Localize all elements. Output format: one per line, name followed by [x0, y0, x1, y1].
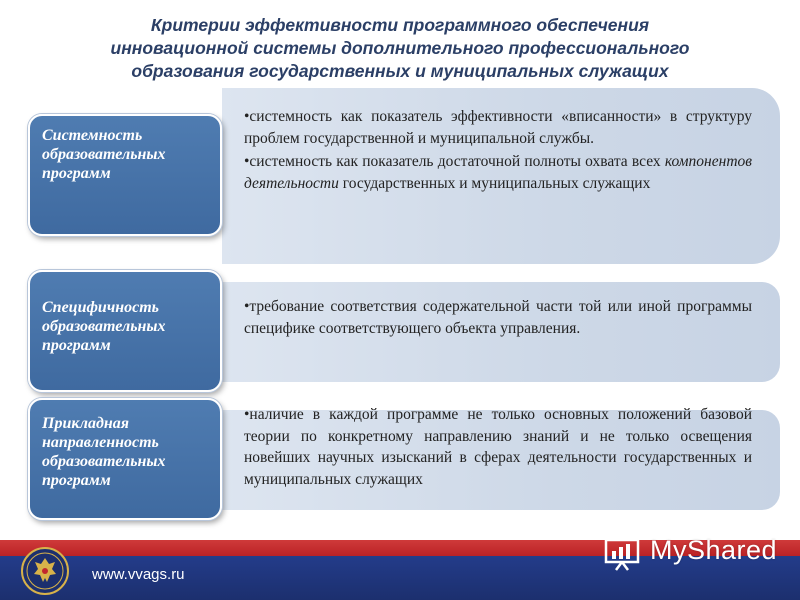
criterion-2-bullets — [244, 296, 752, 341]
myshared-logo-icon — [604, 536, 644, 572]
criterion-3-bullet-1: •наличие в каждой программе не только основных положений базовой теории по конкретному направлению знаний и не только освещения новейших научных изысканий в сферах деятельности государственных и муниципальных служащих — [244, 406, 752, 488]
criterion-3-label-line: направленность — [42, 434, 159, 451]
title-line-2: инновационной системы дополнительного профессионального — [110, 38, 690, 58]
criterion-2-label-line: образовательных — [42, 318, 166, 335]
emblem-icon — [20, 546, 70, 596]
criterion-1-bullet-2 — [244, 151, 752, 194]
criterion-1-bullets — [244, 106, 752, 196]
criterion-2-label-line: программ — [42, 337, 111, 354]
criterion-1-label — [28, 114, 222, 236]
criterion-1-bullet-1: •системность как показатель эффективности «вписанности» в структуру проблем государственной и муниципальной службы. — [244, 108, 752, 147]
title-line-3: образования государственных и муниципальных служащих — [131, 61, 669, 81]
criterion-3-label-line: программ — [42, 472, 111, 489]
criterion-1-label-line: Системность — [42, 127, 143, 144]
bullet-text: •системность как показатель достаточной полноты охвата всех — [244, 153, 665, 170]
criterion-1-label-line: программ — [42, 165, 111, 182]
criterion-3-label-line: образовательных — [42, 453, 166, 470]
criterion-3-label-line: Прикладная — [42, 415, 130, 432]
bullet-italic-text: компонентов деятельности — [244, 153, 752, 192]
criterion-2-bullet-1: •требование соответствия содержательной части той или иной программы специфике соответствующего объекта управления. — [244, 298, 752, 337]
criterion-3-label — [28, 398, 222, 520]
criterion-3-bullets — [244, 404, 752, 492]
slide-title — [60, 14, 740, 83]
bullet-text: государственных и муниципальных служащих — [338, 174, 651, 192]
title-line-1: Критерии эффективности программного обеспечения — [150, 15, 650, 35]
criterion-2-label — [28, 270, 222, 392]
myshared-watermark: MyShared — [650, 535, 778, 565]
criterion-1-label-line: образовательных — [42, 146, 166, 163]
criterion-2-label-line: Специфичность — [42, 299, 159, 316]
website-link[interactable]: www.vvags.ru — [92, 566, 185, 583]
